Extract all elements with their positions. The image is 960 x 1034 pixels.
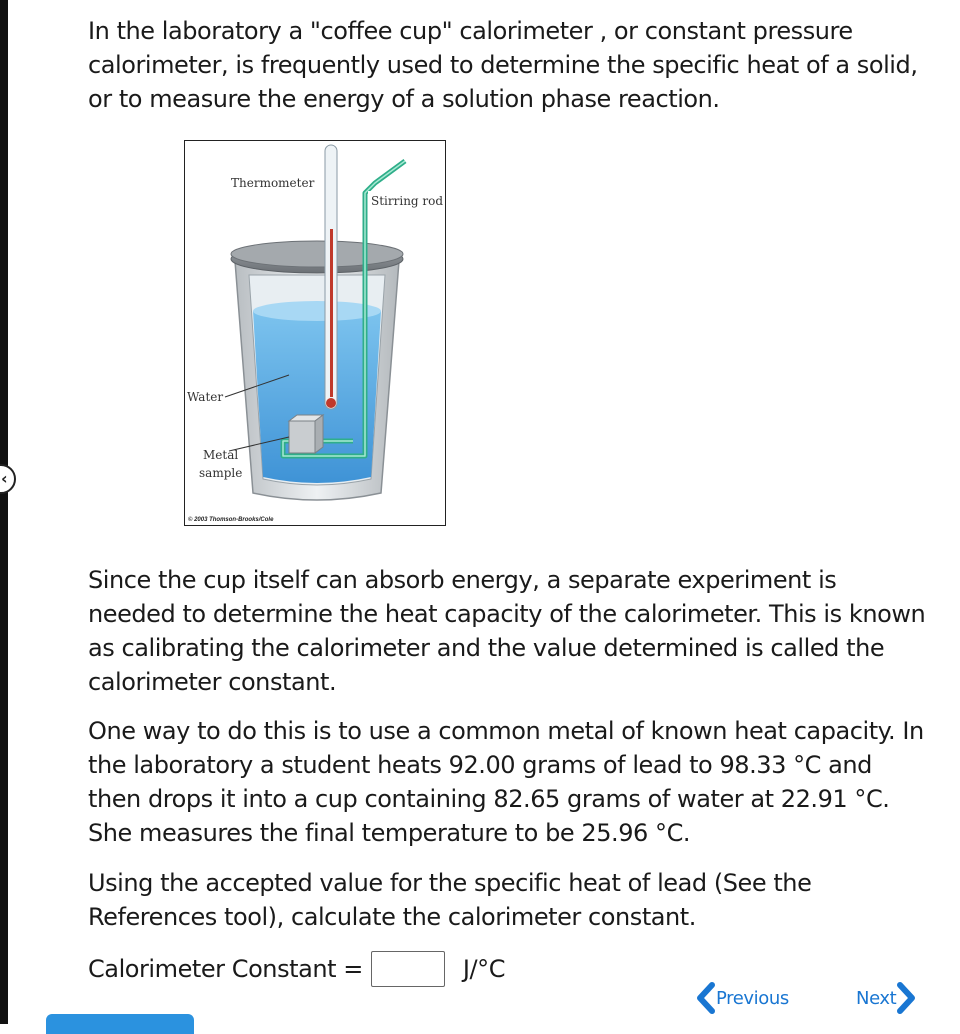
instruction-paragraph: Using the accepted value for the specific heat of lead (See the References tool), calculate the calorimeter constant. bbox=[88, 869, 812, 931]
metal-sample-side bbox=[315, 415, 323, 453]
water-label: Water bbox=[187, 390, 224, 404]
answer-label: Calorimeter Constant = bbox=[88, 955, 363, 983]
water-surface bbox=[253, 301, 381, 321]
chevron-right-icon bbox=[896, 982, 916, 1014]
intro-paragraph: In the laboratory a "coffee cup" calorimeter , or constant pressure calorimeter, is frequently used to determine the specific heat of a solid, or to measure the energy of a solution phase reaction. bbox=[88, 17, 918, 113]
side-panel-toggle[interactable] bbox=[0, 464, 16, 494]
left-panel-edge bbox=[0, 0, 8, 1024]
answer-row bbox=[88, 948, 505, 990]
chevron-left-icon bbox=[696, 982, 716, 1014]
cup-lid-top bbox=[231, 241, 403, 267]
previous-button[interactable] bbox=[696, 982, 789, 1014]
answer-unit: J/°C bbox=[462, 955, 506, 983]
metal-sample bbox=[289, 421, 315, 453]
previous-label: Previous bbox=[716, 987, 789, 1009]
thermometer-fluid bbox=[330, 229, 333, 397]
stirring-rod-label: Stirring rod bbox=[371, 194, 444, 208]
copyright-text: © 2003 Thomson-Brooks/Cole bbox=[188, 517, 274, 523]
next-label: Next bbox=[856, 987, 897, 1009]
thermometer-label: Thermometer bbox=[231, 176, 315, 190]
calorimeter-constant-input[interactable] bbox=[371, 951, 445, 987]
experiment-paragraph: One way to do this is to use a common metal of known heat capacity. In the laboratory a student heats 92.00 grams of lead to 98.33 °C and then drops it into a cup containing 82.65 grams of water at 22.91 °C. She measures the final temperature to be 25.96 °C. bbox=[88, 717, 924, 847]
thermometer-bulb bbox=[326, 398, 336, 408]
bottom-action-button[interactable] bbox=[46, 1014, 194, 1034]
since-paragraph: Since the cup itself can absorb energy, a separate experiment is needed to determine the heat capacity of the calorimeter. This is known as calibrating the calorimeter and the value determined is called the calorimeter constant. bbox=[88, 566, 926, 696]
metal-label: Metal bbox=[203, 448, 239, 462]
chevron-left-icon: ‹ bbox=[1, 469, 8, 488]
next-button[interactable] bbox=[856, 982, 916, 1014]
calorimeter-figure bbox=[184, 140, 446, 526]
calorimeter-diagram bbox=[185, 141, 446, 526]
sample-label: sample bbox=[199, 466, 243, 480]
